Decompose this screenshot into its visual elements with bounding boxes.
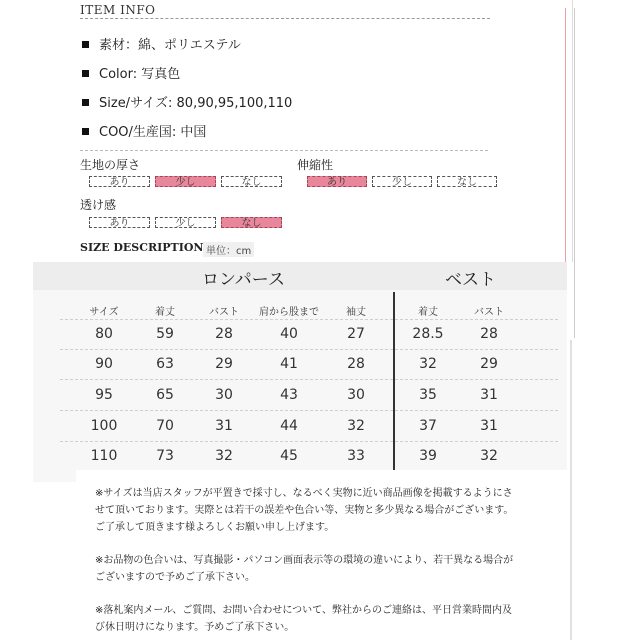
row-divider [60, 410, 558, 411]
col-header-shoulder: 肩から股まで [259, 307, 319, 318]
item-info-title: ITEM INFO [80, 3, 156, 17]
table-cell: 95 [95, 387, 113, 403]
table-cell: 27 [347, 326, 365, 342]
spec-divider [80, 150, 488, 151]
table-cell: 40 [280, 326, 298, 342]
spec-origin: COO/生産国: 中国 [82, 121, 206, 140]
spec-size: Size/サイズ: 80,90,95,100,110 [82, 92, 292, 111]
unit-badge: 単位：cm [203, 242, 254, 257]
table-cell: 30 [347, 387, 365, 403]
note-contact: ※落札案内メール、ご質問、お問い合わせについて、弊社からのご連絡は、平日営業時間内及び休日明けになります。予めご了承下さい。 [95, 605, 512, 633]
table-cell: 28 [347, 356, 365, 372]
row-divider [60, 349, 558, 350]
title-divider [80, 18, 490, 19]
table-cell: 63 [156, 356, 174, 372]
table-cell: 90 [95, 356, 113, 372]
row-divider [60, 379, 558, 380]
col-header-size: サイズ [89, 307, 119, 318]
table-cell: 29 [480, 356, 498, 372]
table-cell: 45 [280, 448, 298, 464]
bullet-square-icon [82, 128, 89, 135]
thickness-label: 生地の厚さ [80, 158, 141, 172]
table-cell: 28 [215, 326, 233, 342]
bullet-square-icon [82, 41, 89, 48]
sheer-label: 透け感 [80, 198, 117, 212]
table-cell: 41 [280, 356, 298, 372]
bullet-square-icon [82, 99, 89, 106]
stretch-option-sukoshi: 少し [372, 176, 432, 187]
note-measurement: ※サイズは当店スタッフが平置きで採寸し、なるべく実物に近い商品画像を掲載するようにさせて頂いております。実際とは若干の誤差や色合い等、実物と多少異なる場合がございます。ご了承して頂きます様よろしくお願い申し上げます。 [95, 488, 514, 533]
table-cell: 35 [419, 387, 437, 403]
table-cell: 44 [280, 418, 298, 434]
sheer-option-sukoshi: 少し [155, 217, 216, 228]
table-cell: 32 [215, 448, 233, 464]
stretch-option-ari: あり [307, 176, 367, 187]
table-cell: 80 [95, 326, 113, 342]
col-header-vest-length: 着丈 [418, 307, 438, 318]
stretch-label: 伸縮性 [297, 158, 334, 172]
row-divider [60, 319, 558, 320]
table-cell: 65 [156, 387, 174, 403]
side-strip-lower [570, 340, 572, 640]
bullet-square-icon [82, 70, 89, 77]
size-description-title: SIZE DESCRIPTION [80, 241, 204, 254]
table-cell: 30 [215, 387, 233, 403]
table-cell: 37 [419, 418, 437, 434]
col-header-vest-bust: バスト [474, 307, 504, 318]
table-cell: 31 [480, 418, 498, 434]
note-color: ※お品物の色合いは、写真撮影・パソコン画面表示等の環境の違いにより、若干異なる場合がございますので予めご了承下さい。 [95, 555, 514, 583]
spec-color: Color: 写真色 [82, 63, 180, 82]
table-cell: 70 [156, 418, 174, 434]
table-cell: 32 [419, 356, 437, 372]
table-cell: 32 [480, 448, 498, 464]
thickness-option-ari: あり [89, 176, 150, 187]
table-cell: 29 [215, 356, 233, 372]
table-cell: 31 [480, 387, 498, 403]
col-header-bust: バスト [209, 307, 239, 318]
table-cell: 28.5 [412, 326, 444, 342]
col-header-length: 着丈 [155, 307, 175, 318]
table-cell: 100 [90, 418, 118, 434]
stretch-option-nashi: なし [437, 176, 497, 187]
thickness-option-sukoshi: 少し [155, 176, 216, 187]
row-divider [60, 441, 558, 442]
table-cell: 32 [347, 418, 365, 434]
sheer-option-nashi: なし [221, 217, 282, 228]
thickness-option-nashi: なし [221, 176, 282, 187]
vest-title: ベスト [445, 270, 496, 290]
table-cell: 59 [156, 326, 174, 342]
spec-material: 素材：綿、ポリエステル [82, 34, 241, 53]
table-cell: 73 [156, 448, 174, 464]
sheer-option-ari: あり [89, 217, 150, 228]
table-cell: 33 [347, 448, 365, 464]
table-cell: 39 [419, 448, 437, 464]
table-cell: 28 [480, 326, 498, 342]
col-header-sleeve: 袖丈 [346, 307, 366, 318]
table-cell: 31 [215, 418, 233, 434]
table-cell: 43 [280, 387, 298, 403]
table-cell: 110 [90, 448, 118, 464]
romper-title: ロンパース [202, 270, 285, 290]
